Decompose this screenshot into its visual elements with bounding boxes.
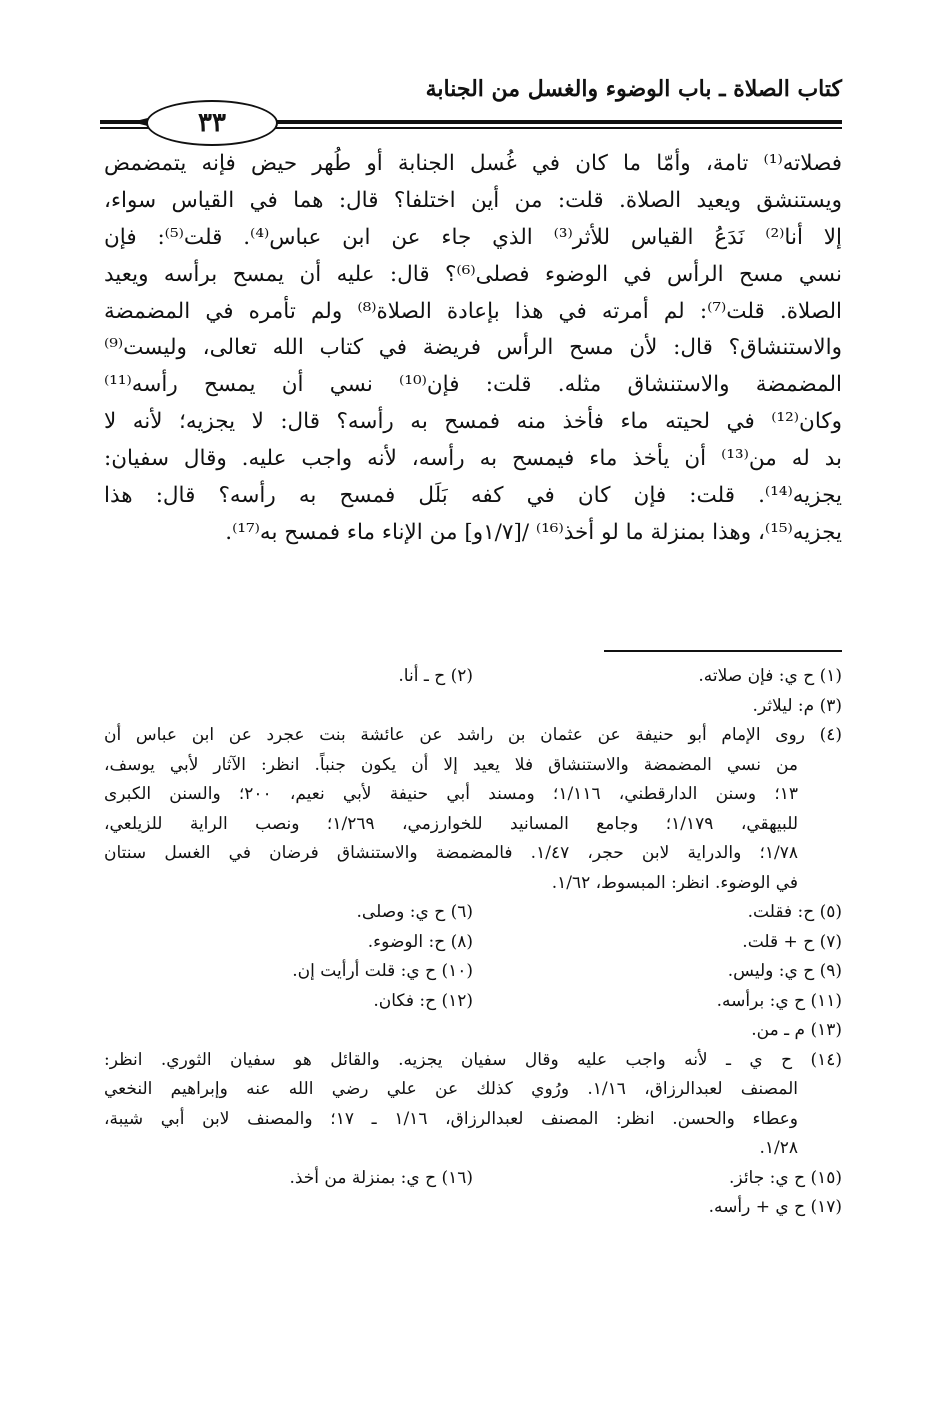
- footnote-row: [104, 662, 842, 692]
- footnote-row: [104, 928, 842, 958]
- footnotes: [104, 662, 842, 1223]
- footnote-7: (٧) ح + قلت.: [742, 931, 842, 952]
- footnote-9: (٩) ح ي: وليس.: [727, 961, 842, 981]
- footnote-line: من نسي المضمضة والاستنشاق فلا يعيد إلا أن يكون جنباً. انظر: الآثار لأبي يوسف،: [104, 754, 798, 775]
- footnote-10: (١٠) ح ي: قلت أرأيت إن.: [292, 961, 473, 981]
- footnote-line: ١/٧٨؛ والدراية لابن حجر، ١/٤٧. فالمضمضة والاستنشاق فرضان في الغسل سنتان: [104, 843, 798, 863]
- footnote-row: [104, 957, 842, 987]
- footnote-row: [104, 987, 842, 1017]
- footnote-line: وعطاء والحسن. انظر: المصنف لعبدالرزاق، ١/١٦ ـ ١٧؛ والمصنف لابن أبي شيبة،: [104, 1108, 799, 1129]
- page-number: ٣٣: [146, 100, 278, 146]
- main-text-line: يجزيه⁽¹⁴⁾. قلت: فإن كان في كفه بَلَل فمسح به رأسه؟ قال: هذا: [104, 483, 842, 509]
- ornament-icon: [106, 117, 148, 127]
- footnote-16: (١٦) ح ي: بمنزلة من أخذ.: [289, 1167, 473, 1188]
- footnote-6: (٦) ح ي: وصلى.: [356, 902, 473, 922]
- main-text-line: يجزيه⁽¹⁵⁾، وهذا بمنزلة ما لو أخذ⁽¹⁶⁾ /[١/٧و] من الإناء ماء فمسح به⁽¹⁷⁾.: [225, 519, 842, 545]
- footnote-4: [104, 721, 842, 898]
- main-text-line: فصلاته⁽¹⁾ تامة، وأمّا ما كان في غُسل الجنابة أو طُهر حيض فإنه يتمضمض: [104, 151, 842, 176]
- page-header: [100, 72, 842, 138]
- footnote-15: (١٥) ح ي: جائز.: [729, 1167, 842, 1188]
- footnote-11: (١١) ح ي: برأسه.: [716, 990, 842, 1011]
- footnote-line: (٤) روى الإمام أبو حنيفة عن عثمان بن راشد عن عائشة بنت عجرد عن ابن عباس أن: [104, 725, 842, 745]
- footnote-13: (١٣) م ـ من.: [751, 1020, 842, 1040]
- running-title: كتاب الصلاة ـ باب الوضوء والغسل من الجنابة: [425, 76, 842, 102]
- footnote-line: ١٣؛ وسنن الدارقطني، ١/١١٦؛ ومسند أبي حنيفة لأبي نعيم، ٢٠٠؛ والسنن الكبرى: [104, 784, 798, 804]
- main-text-line: والاستنشاق؟ قال: لأن مسح الرأس فريضة في كتاب الله تعالى، وليست⁽⁹⁾: [104, 335, 842, 361]
- footnote-5: (٥) ح: فقلت.: [747, 902, 842, 922]
- footnote-line: (١٤) ح ي ـ لأنه واجب عليه وقال سفيان يجزيه. والقائل هو سفيان الثوري. انظر:: [104, 1049, 842, 1070]
- footnote-line: في الوضوء. انظر: المبسوط، ١/٦٢.: [551, 872, 798, 893]
- footnote-2: (٢) ح ـ أنا.: [398, 666, 473, 686]
- footnote-line: ١/٢٨.: [759, 1138, 798, 1158]
- footnote-separator: [604, 650, 842, 652]
- main-text-line: بد له من⁽¹³⁾ أن يأخذ ماء فيمسح به رأسه، لأنه واجب عليه. وقال سفيان:: [104, 446, 842, 472]
- main-text-line: ويستنشق ويعيد الصلاة. قلت: من أين اختلفا؟ قال: هما في القياس سواء،: [104, 187, 842, 213]
- footnote-12: (١٢) ح: فكان.: [373, 990, 473, 1011]
- main-text-line: الصلاة. قلت⁽⁷⁾: لم أمرته في هذا بإعادة الصلاة⁽⁸⁾ ولم تأمره في المضمضة: [104, 298, 842, 324]
- footnote-1: (١) ح ي: فإن صلاته.: [698, 666, 842, 686]
- footnote-row: [104, 1164, 842, 1194]
- footnote-row: [104, 898, 842, 928]
- main-text: [104, 146, 842, 552]
- footnote-14: [104, 1046, 842, 1164]
- main-text-line: المضمضة والاستنشاق مثله. قلت: فإن⁽¹⁰⁾ نسي أن يمسح رأسه⁽¹¹⁾: [104, 372, 842, 398]
- footnote-line: المصنف لعبدالرزاق، ١/١٦. ورُوي كذلك عن علي رضي الله عنه وإبراهيم النخعي: [104, 1079, 799, 1099]
- main-text-line: وكان⁽¹²⁾ في لحيته ماء فأخذ منه فمسح به رأسه؟ قال: لا يجزيه؛ لأنه لا: [104, 409, 842, 435]
- main-text-line: نسي مسح الرأس في الوضوء فصلى⁽⁶⁾؟ قال: عليه أن يمسح برأسه ويعيد: [104, 261, 842, 287]
- footnote-line: للبيهقي، ١/١٧٩؛ وجامع المسانيد للخوارزمي، ١/٢٦٩؛ ونصب الراية للزيلعي،: [104, 813, 798, 834]
- footnote-17: (١٧) ح ي + رأسه.: [708, 1197, 842, 1217]
- footnote-3: (٣) م: ليلاثر.: [752, 695, 842, 716]
- footnote-8: (٨) ح: الوضوء.: [367, 931, 473, 952]
- main-text-line: إلا أنا⁽²⁾ نَدَعُ القياس للأثر⁽³⁾ الذي جاء عن ابن عباس⁽⁴⁾. قلت⁽⁵⁾: فإن: [104, 224, 842, 250]
